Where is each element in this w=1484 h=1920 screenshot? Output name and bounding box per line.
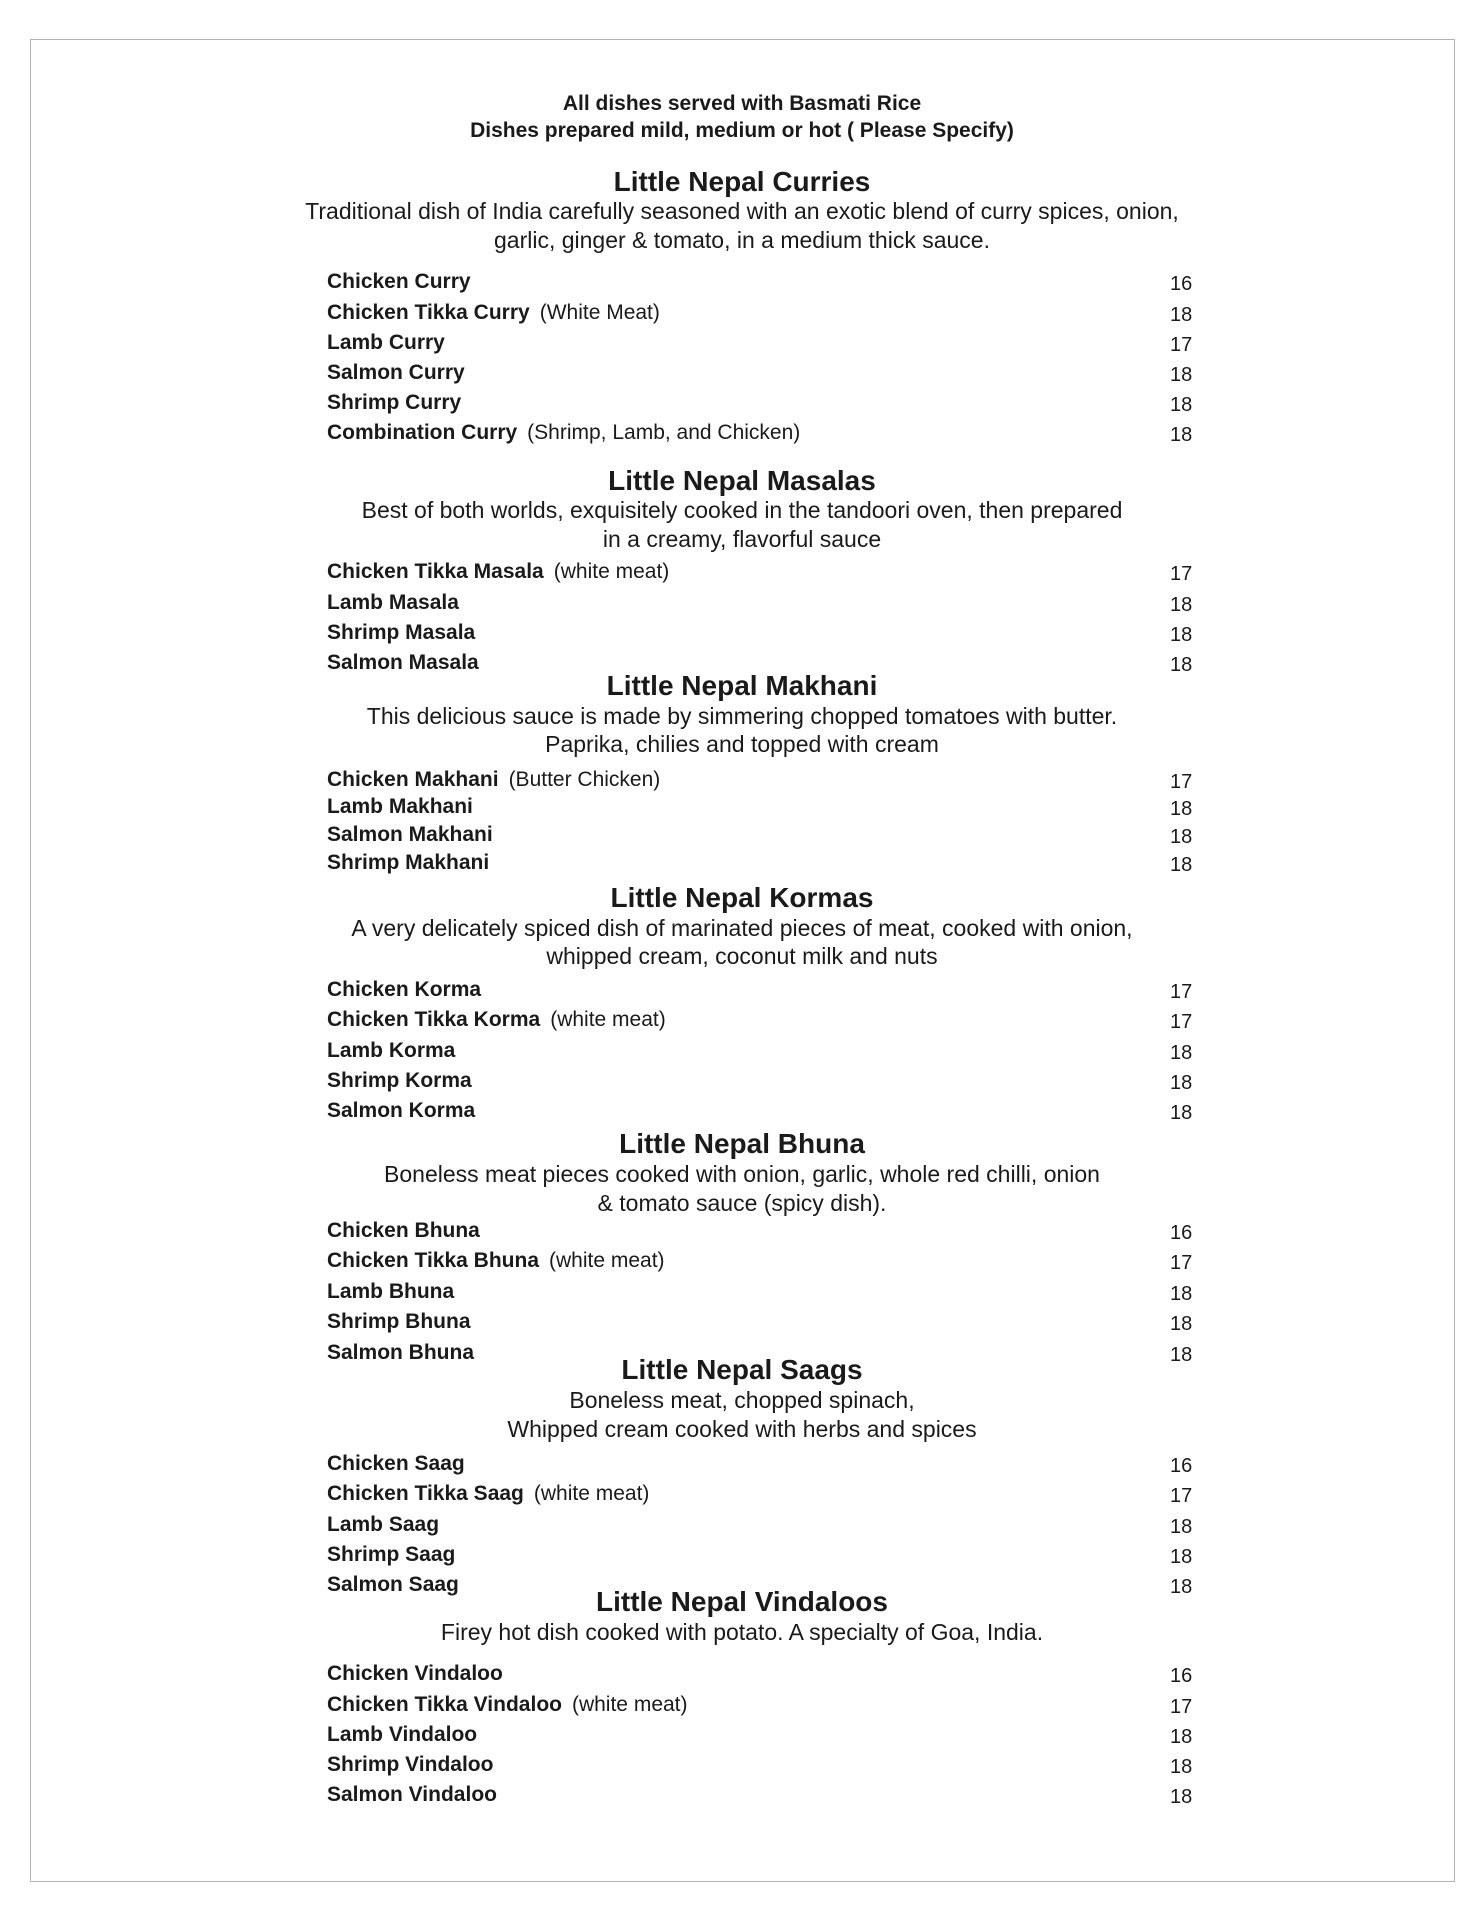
- menu-item-note: (white meat): [549, 1249, 665, 1272]
- menu-item: [327, 591, 459, 615]
- menu-item: [327, 1513, 439, 1537]
- menu-item: [327, 1693, 688, 1717]
- menu-item-name: Chicken Tikka Masala: [327, 560, 544, 583]
- menu-item-note: (white meat): [533, 1482, 650, 1505]
- section-title-little-nepal-saags: Little Nepal Saags: [621, 1354, 863, 1385]
- menu-item-price: 17: [1170, 1696, 1193, 1718]
- menu-item-note: (Shrimp, Lamb, and Chicken): [527, 421, 801, 444]
- section-description: Traditional dish of India carefully seasoned with an exotic blend of curry spices, onion,: [305, 198, 1179, 224]
- menu-item-name: Lamb Saag: [327, 1513, 440, 1536]
- section-title-little-nepal-masalas: Little Nepal Masalas: [608, 465, 876, 496]
- menu-item: [327, 270, 471, 294]
- menu-item-name: Shrimp Masala: [327, 621, 476, 644]
- section-description: Best of both worlds, exquisitely cooked in the tandoori oven, then prepared: [361, 497, 1123, 523]
- menu-item-name: Chicken Tikka Korma: [327, 1008, 541, 1031]
- menu-item: [327, 978, 481, 1002]
- section-description: whipped cream, coconut milk and nuts: [546, 943, 938, 969]
- menu-item-name: Chicken Tikka Curry: [327, 301, 530, 324]
- menu-item: [327, 361, 465, 385]
- menu-item-name: Chicken Bhuna: [327, 1219, 480, 1242]
- menu-item-name: Lamb Masala: [327, 591, 459, 614]
- menu-item: [327, 1310, 471, 1334]
- menu-item-name: Chicken Tikka Vindaloo: [327, 1693, 562, 1716]
- section-description: in a creamy, flavorful sauce: [602, 526, 882, 552]
- menu-item-name: Shrimp Vindaloo: [327, 1753, 494, 1776]
- menu-item: [327, 1008, 666, 1032]
- menu-item-price: 18: [1170, 1546, 1193, 1568]
- menu-item-price: 17: [1170, 771, 1193, 793]
- menu-item-note: (Butter Chicken): [508, 768, 661, 791]
- section-description: & tomato sauce (spicy dish).: [597, 1190, 887, 1216]
- menu-item-note: (white meat): [550, 1008, 666, 1031]
- menu-item-name: Shrimp Korma: [327, 1069, 472, 1092]
- menu-item-name: Combination Curry: [327, 421, 518, 444]
- menu-item-price: 16: [1170, 1222, 1193, 1244]
- menu-item-price: 18: [1170, 854, 1193, 876]
- menu-item-name: Lamb Makhani: [327, 795, 473, 818]
- menu-item-name: Chicken Makhani: [327, 768, 499, 791]
- menu-item-price: 18: [1170, 1786, 1193, 1808]
- section-description: garlic, ginger & tomato, in a medium thick sauce.: [493, 227, 990, 253]
- menu-item: [327, 421, 800, 445]
- menu-item-price: 18: [1170, 1516, 1193, 1538]
- menu-item-name: Shrimp Saag: [327, 1543, 456, 1566]
- menu-item-name: Salmon Bhuna: [327, 1341, 475, 1364]
- section-description: Boneless meat, chopped spinach,: [569, 1387, 915, 1413]
- menu-item-price: 18: [1170, 1726, 1193, 1748]
- menu-item-name: Salmon Vindaloo: [327, 1783, 497, 1806]
- menu-item-name: Lamb Korma: [327, 1039, 456, 1062]
- menu-item-price: 18: [1170, 798, 1193, 820]
- menu-item-price: 18: [1170, 1283, 1193, 1305]
- menu-item-price: 18: [1170, 424, 1193, 446]
- menu-item-name: Shrimp Bhuna: [327, 1310, 471, 1333]
- section-title-little-nepal-curries: Little Nepal Curries: [613, 166, 871, 197]
- menu-item-price: 18: [1170, 1344, 1193, 1366]
- menu-item: [327, 1482, 649, 1506]
- menu-item: [327, 1249, 665, 1273]
- menu-item-price: 16: [1170, 1455, 1193, 1477]
- menu-item-price: 18: [1170, 364, 1193, 386]
- section-title-little-nepal-makhani: Little Nepal Makhani: [606, 670, 878, 701]
- menu-item: [327, 795, 473, 819]
- menu-item-price: 18: [1170, 1313, 1193, 1335]
- menu-item-note: (White Meat): [539, 301, 660, 324]
- menu-item-name: Shrimp Curry: [327, 391, 462, 414]
- menu-item-name: Chicken Vindaloo: [327, 1662, 503, 1685]
- menu-item-price: 18: [1170, 1072, 1193, 1094]
- menu-item-name: Lamb Curry: [327, 331, 445, 354]
- section-title-little-nepal-bhuna: Little Nepal Bhuna: [619, 1128, 865, 1159]
- menu-item-price: 18: [1170, 1042, 1193, 1064]
- menu-item: [327, 1069, 472, 1093]
- menu-item: [327, 1662, 503, 1686]
- menu-item-name: Salmon Saag: [327, 1573, 459, 1596]
- menu-item-price: 17: [1170, 981, 1193, 1003]
- menu-item-name: Salmon Curry: [327, 361, 465, 384]
- menu-item-price: 18: [1170, 654, 1193, 676]
- menu-item-note: (white meat): [571, 1693, 688, 1716]
- section-description: Firey hot dish cooked with potato. A specialty of Goa, India.: [440, 1619, 1044, 1645]
- menu-item: [327, 768, 660, 792]
- menu-item: [327, 331, 445, 355]
- menu-item: [327, 560, 669, 584]
- menu-item: [327, 1543, 455, 1567]
- menu-item-price: 16: [1170, 1665, 1193, 1687]
- menu-item: [327, 1723, 477, 1747]
- menu-item-price: 18: [1170, 1102, 1193, 1124]
- menu-item-price: 17: [1170, 1485, 1193, 1507]
- section-description: This delicious sauce is made by simmering chopped tomatoes with butter.: [366, 703, 1118, 729]
- section-description: Paprika, chilies and topped with cream: [545, 731, 939, 757]
- menu-item: [327, 823, 493, 847]
- menu-item: [327, 1099, 475, 1123]
- menu-item: [327, 851, 489, 875]
- menu-item-name: Chicken Curry: [327, 270, 471, 293]
- section-description: Whipped cream cooked with herbs and spices: [507, 1416, 977, 1442]
- menu-item: [327, 1452, 465, 1476]
- section-description: Boneless meat pieces cooked with onion, garlic, whole red chilli, onion: [384, 1161, 1100, 1187]
- section-title-little-nepal-vindaloos: Little Nepal Vindaloos: [596, 1586, 888, 1617]
- menu-item-price: 18: [1170, 624, 1193, 646]
- section-title-little-nepal-kormas: Little Nepal Kormas: [610, 882, 874, 913]
- menu-item-name: Lamb Bhuna: [327, 1280, 455, 1303]
- menu-item-name: Salmon Masala: [327, 651, 479, 674]
- header-note-spice: Dishes prepared mild, medium or hot ( Please Specify): [470, 119, 1014, 142]
- menu-item: [327, 1280, 454, 1304]
- menu-item-price: 17: [1170, 1252, 1193, 1274]
- menu-item-price: 18: [1170, 304, 1193, 326]
- menu-item-price: 16: [1170, 273, 1193, 295]
- menu-item-name: Lamb Vindaloo: [327, 1723, 478, 1746]
- menu-item-name: Salmon Makhani: [327, 823, 493, 846]
- menu-item: [327, 391, 461, 415]
- menu-item: [327, 1783, 497, 1807]
- menu-item-price: 17: [1170, 334, 1193, 356]
- section-description: A very delicately spiced dish of marinated pieces of meat, cooked with onion,: [351, 915, 1133, 941]
- menu-item: [327, 1753, 493, 1777]
- menu-item-name: Chicken Tikka Bhuna: [327, 1249, 540, 1272]
- menu-item-price: 17: [1170, 563, 1193, 585]
- menu-item-price: 18: [1170, 594, 1193, 616]
- menu-item: [327, 1039, 455, 1063]
- header-note-rice: All dishes served with Basmati Rice: [562, 92, 922, 115]
- menu-item-name: Shrimp Makhani: [327, 851, 490, 874]
- menu-item: [327, 1219, 480, 1243]
- menu-item-name: Salmon Korma: [327, 1099, 476, 1122]
- menu-item-name: Chicken Saag: [327, 1452, 465, 1475]
- menu-item-name: Chicken Tikka Saag: [327, 1482, 524, 1505]
- menu-item-price: 18: [1170, 394, 1193, 416]
- menu-item-note: (white meat): [553, 560, 670, 583]
- menu-item-price: 17: [1170, 1011, 1193, 1033]
- menu-item-price: 18: [1170, 826, 1193, 848]
- menu-item: [327, 621, 475, 645]
- menu-item-name: Chicken Korma: [327, 978, 482, 1001]
- menu-item-price: 18: [1170, 1756, 1193, 1778]
- menu-item-price: 18: [1170, 1576, 1193, 1598]
- menu-item: [327, 301, 660, 325]
